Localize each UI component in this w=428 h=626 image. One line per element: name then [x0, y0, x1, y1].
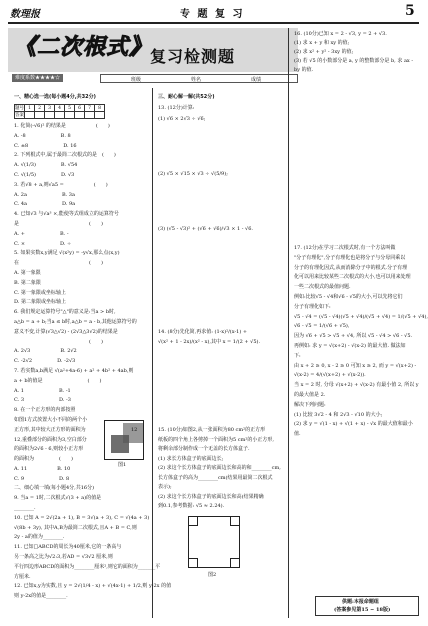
text-line: A. 11 B. 10 [14, 465, 71, 472]
text-line: 的面积为 ( ) [14, 456, 73, 463]
text-line: 在 ( ) [14, 260, 103, 267]
text-line: C. -2√2 D. -2√3 [14, 358, 76, 365]
corner-square [189, 558, 198, 567]
text-line: (2) 求 y = √(1 - x) + √(1 + x) - √x 的最大值和最小 [294, 421, 413, 428]
text-line: 方厘米. [14, 573, 31, 580]
text-line: A. 第一象限 [14, 269, 41, 276]
text-line: (1) 求长方体盒子的底面边长; [158, 455, 224, 462]
answer-cell[interactable] [85, 112, 95, 119]
table-cell: 4 [55, 105, 65, 112]
text-line: C. 第一象限或坐标轴上 [14, 289, 66, 296]
text-line: A. √(1/3) B. √54 [14, 162, 78, 169]
text-line: 另一条高之比为√2:3,若AD = √3√2 厘米,则 [14, 554, 113, 561]
text-line: 8. 在一个正方形的内部按照 [14, 407, 76, 414]
text-line: 平行四边形ABCD的面积为________厘米²,则它的面积为_______平 [14, 563, 161, 570]
header-rule [8, 22, 419, 24]
text-line: C. 3 D. -3 [14, 397, 71, 404]
column-2-mid-text [158, 327, 284, 347]
field-name: 姓名 [191, 77, 202, 83]
text-line: 是 ( ) [14, 220, 103, 227]
text-line [158, 136, 284, 147]
text-line: √(x-2) = 4/(√(x+2) + √(x-2)). [294, 372, 366, 379]
corner-square [230, 517, 239, 526]
text-line: (3) 若 √5 的小数部分是 a, y 的整数部分是 b, 求 ax - [294, 58, 414, 64]
answer-table [14, 104, 105, 119]
text-line: 10. 已知 A = 2√(2a + 1), B = 3√(a + 3), C = √(4a + 3) [14, 514, 150, 521]
text-line: 17. (12分)在学习二次根式时,有一个方法叫做 [294, 245, 396, 251]
table-cell: 2 [35, 105, 45, 112]
answer-cell[interactable] [95, 112, 105, 119]
text-line [158, 202, 284, 213]
answer-cell[interactable] [25, 112, 35, 119]
text-line: 正方形,其中较大正方形的面积为 [14, 426, 86, 433]
text-line: 值. [294, 431, 301, 438]
text-line: 14. (8分)先化简,再求值: (1-x)²/(x-1) + [158, 329, 248, 335]
text-line: a + b的值是 ( ) [14, 377, 102, 384]
column-2-bottom-text [158, 426, 284, 512]
text-line: (2) √5 × √15 × √3 ÷ √(5/9); [158, 171, 228, 177]
text-line: √(8b + 3y), 其中A,B为最简二次根式,且A + B = C,则 [14, 524, 137, 531]
text-line: by 的值. [294, 67, 314, 73]
text-line: 1. 化简(-√6)² 的结果是 ( ) [14, 123, 110, 129]
answer-cell[interactable] [75, 112, 85, 119]
text-line: 分子的有理化因式,从而消除分子中的根式.分子有理 [294, 264, 408, 271]
text-line: 2y - a的值为________. [14, 534, 65, 541]
field-score: 成绩 [251, 77, 262, 83]
text-line: C. 4a D. 9a [14, 201, 76, 208]
answer-cell[interactable] [45, 112, 55, 119]
answer-cell[interactable] [55, 112, 65, 119]
text-line: 16. (10分)已知 x = 2 - √3, y = 2 + √3. [294, 31, 387, 37]
figure-1-value: 12 [131, 427, 138, 433]
small-square [111, 435, 129, 453]
text-line: 下: [294, 352, 301, 359]
difficulty-rating: 难度系数★★★★☆ [12, 74, 63, 82]
text-line: ( ) [14, 338, 103, 345]
text-line: 9. 当a = 1时,二次根式√(3 + a)的值是 [14, 495, 102, 502]
figure-1 [104, 420, 144, 460]
table-cell: 题号 [15, 106, 24, 111]
text-line: "分子有理化",分子有理化也是将分子与分母同乘以 [294, 254, 406, 261]
text-line: 因为 √6 + √5 > √5 + √4, 所以 √5 - √4 > √6 - √5. [294, 333, 413, 340]
text-line: 例如:比较√5 - √4和√6 - √5的大小,可以先将它们 [294, 293, 403, 300]
column-divider-1 [152, 88, 153, 618]
title-sub: 复习检测题 [150, 47, 236, 66]
text-line: C. √(1/5) D. √3 [14, 171, 75, 178]
text-line: 则 y-2x的值是________. [14, 593, 68, 600]
text-line: 化可以用来比较某些二次根式的大小,也可以用来处理 [294, 274, 411, 281]
section-1-title: 一、精心选一选(每小题4分,共32分) [14, 94, 96, 100]
table-cell: 5 [65, 105, 75, 112]
text-line: 3. 若√8 + a,则√a5 = ( ) [14, 181, 108, 188]
answer-cell[interactable] [65, 112, 75, 119]
text-line: (2) 求 x² + y² - 3xy 的值; [294, 49, 354, 55]
text-line: (2) 求这个长方体盒子的底面边长和高的和________cm, [158, 465, 281, 471]
text-line: 7. 若实数a,b满足 √(a²+4a-6) + a² + 4b² + 4ab,则 [14, 367, 134, 374]
section-title: 专 题 复 习 [180, 9, 245, 20]
text-line: A. 2a B. 3a [14, 191, 75, 198]
section-3-title: 三、耐心解一解(共52分) [158, 94, 215, 100]
text-line: 分子有理化如下: [294, 303, 331, 310]
column-3-top-text [294, 30, 420, 75]
text-line [158, 147, 284, 158]
text-line: 15. (10分)如图2,从一张面积为80 cm²的正方形 [158, 427, 266, 433]
text-line: 到0.1,参考数据: √5 ≈ 2.24). [158, 503, 225, 509]
text-line: 12. 已知x,y为实数,且 y = 2√(1/4 - x) + √(4x-1) + 1/2,则 y-2x 的值 [14, 583, 172, 590]
text-line: 由 x + 2 ≥ 0, x - 2 ≥ 0 可知 x ≥ 2, 而 y = √(x+2) - [294, 362, 417, 369]
table-cell: 3 [45, 105, 55, 112]
text-line: 12,重叠部分的面积为3,空白部分 [14, 436, 87, 443]
text-line: 如图1方式放置大小不同的两个小 [14, 416, 88, 423]
text-line [158, 191, 284, 202]
text-line: 意义不变,计算(√3△√2) - (2√3△3√2)的结果是 [14, 328, 118, 335]
text-line [158, 213, 284, 224]
text-line [158, 158, 284, 169]
text-line: √6 - √5 = 1/(√6 + √5), [294, 323, 350, 330]
student-info-row [100, 74, 298, 83]
text-line: 13. (12分)计算: [158, 105, 195, 111]
text-line: C. ±8 D. 16 [14, 142, 77, 149]
text-line: 表示); [158, 484, 172, 490]
corner-square [189, 517, 198, 526]
field-class: 班级 [131, 77, 142, 83]
answer-cell[interactable] [35, 112, 45, 119]
text-line: 的最大值是 2. [294, 391, 326, 398]
text-line: (1) 求 x + y 和 xy 的值; [294, 40, 350, 46]
text-line [158, 180, 284, 191]
title-main: 《二次根式》 [14, 34, 153, 60]
text-line: 2. 下列根式中,属于最简二次根式的是 ( ) [14, 152, 116, 159]
page-number: 5 [405, 3, 415, 19]
text-line: 长方体盒子的高为________cm(结果用最简二次根式 [158, 474, 273, 481]
figure-2-label: 图2 [208, 572, 217, 578]
column-divider-2 [288, 28, 289, 618]
figure-2 [188, 516, 240, 568]
text-line: 5. 如果实数x,y满足 √(x²y) = -y√x,那么点(x,y) [14, 250, 120, 257]
text-line: (1) 比较 3√2 - 4 和 2√3 - √10 的大小; [294, 411, 383, 418]
brand-logo-text: 数理报 [10, 9, 40, 20]
text-line: a△b = a + b;当a ≤ b时,a△b = a - b,其他运算符号的 [14, 318, 137, 325]
text-line [158, 125, 284, 136]
answer-reference-box [315, 596, 419, 616]
table-cell: 答案 [15, 113, 24, 118]
text-line: A. 1 B. -1 [14, 387, 71, 394]
text-line: 二、细心填一填(每小题4分,共16分) [14, 485, 95, 492]
text-line: D. 第二象限或坐标轴上 [14, 299, 67, 306]
text-line: ________. [14, 505, 36, 512]
provider-note: 供题:本报命题组 [342, 599, 379, 605]
text-line: C. × D. ÷ [14, 240, 72, 247]
text-line: A. -8 B. 8 [14, 132, 71, 139]
text-line: √(x² + 1 - 2x)/(x² - x),其中 x = 1/(2 + √5). [158, 339, 261, 345]
text-line: A. + B. - [14, 230, 69, 237]
text-line: (3) (√5 - √3)² + (√6 + √6)/√3 × 1 - √6. [158, 226, 253, 232]
text-line: 解决下列问题: [294, 401, 326, 408]
text-line: 的面积为2√6 - 6,则较小正方形 [14, 446, 84, 453]
answer-reference: (答案参见第15 ~ 18版) [334, 607, 391, 613]
text-line: √5 - √4 = (√5 - √4)(√5 + √4)/(√5 + √4) = 1/(√5 + √4), [294, 313, 428, 320]
text-line: 4. 已知√3 与√a³ ×,能使等式组成立的运算符号 [14, 211, 119, 218]
column-2-top-text [158, 103, 284, 235]
table-cell: 8 [95, 105, 105, 112]
figure-1-label: 图1 [118, 462, 127, 468]
text-line: C. 9 D. 8 [14, 475, 70, 482]
text-line: 6. 我们规定运算符号"△"的意义是:当a > b时, [14, 309, 116, 316]
table-cell: 7 [85, 105, 95, 112]
table-cell: 1 [25, 105, 35, 112]
column-3-bottom-text [294, 244, 428, 440]
text-line: (2) 求这个长方体盒子的底面边长和高(结果精确 [158, 493, 264, 500]
text-line: 当 x = 2 时, 分母 √(x+2) + √(x-2) 有最小值 2, 所以 y [294, 382, 419, 389]
text-line: 11. 已知□ABCD的周长为40厘米,它的一条高与 [14, 544, 122, 551]
text-line: (1) √6 × 2√3 ÷ √6; [158, 116, 206, 122]
text-line: 纸板的四个角上各剪掉一个面积为5 cm²的小正方形, [158, 436, 274, 443]
corner-square [230, 558, 239, 567]
text-line: 再例如: 求 y = √(x+2) - √(x-2) 的最大值. 做法如 [294, 342, 406, 349]
table-cell: 6 [75, 105, 85, 112]
text-line: B. 第二象限 [14, 279, 41, 286]
text-line: 将剩余部分制作成一个无盖的长方体盒子. [158, 446, 250, 452]
text-line: 一些二次根式的最值问题. [294, 284, 351, 291]
text-line: A. 2√3 B. 2√2 [14, 348, 77, 355]
